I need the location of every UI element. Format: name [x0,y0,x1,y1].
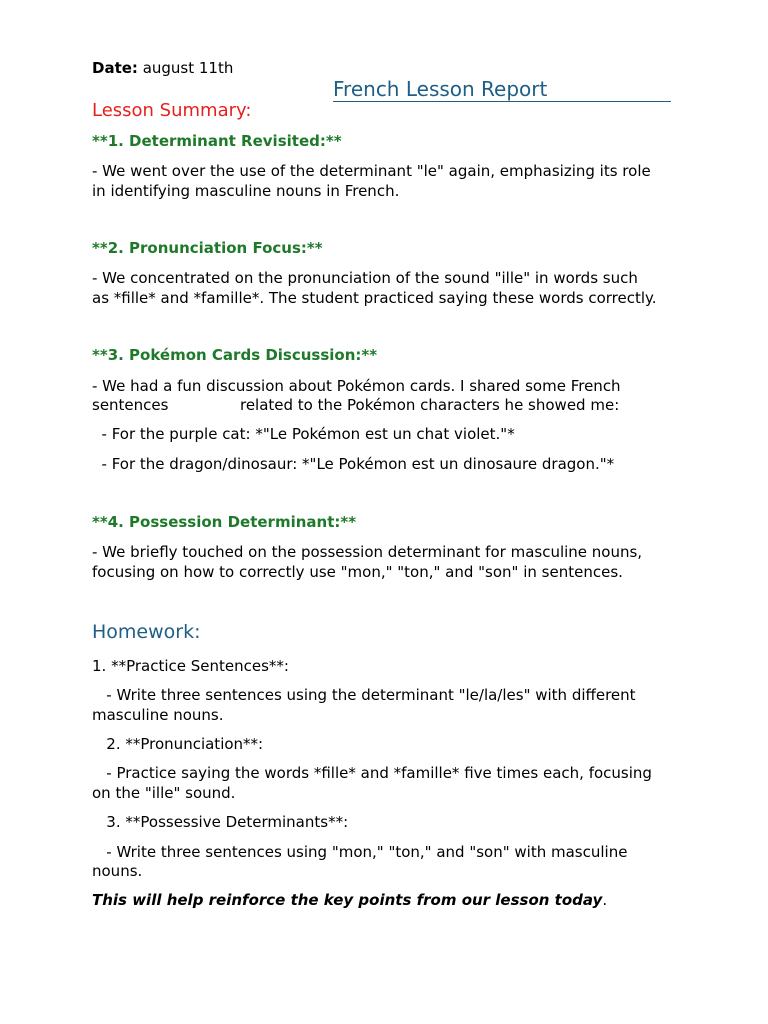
section-1-line-2: in identifying masculine nouns in French. [92,182,400,200]
report-title: French Lesson Report [333,77,671,102]
section-3-line-1: - We had a fun discussion about Pokémon cards. I shared some French [92,377,621,395]
section-3-example-2: - For the dragon/dinosaur: *"Le Pokémon est un dinosaure dragon."* [92,455,615,473]
homework-item-2-line-2: on the "ille" sound. [92,784,236,802]
homework-item-1-line-1: - Write three sentences using the determinant "le/la/les" with different [92,686,636,704]
homework-item-1-title: 1. **Practice Sentences**: [92,657,289,675]
homework-item-2-line-1: - Practice saying the words *fille* and *famille* five times each, focusing [92,764,652,782]
date-value: august 11th [137,59,234,77]
section-2-line-1: - We concentrated on the pronunciation of the sound "ille" in words such [92,269,638,287]
section-1-title: **1. Determinant Revisited:** [92,132,342,150]
homework-item-1-line-2: masculine nouns. [92,706,224,724]
section-3-title: **3. Pokémon Cards Discussion:** [92,346,378,364]
date-label: Date: [92,59,138,77]
homework-heading: Homework: [92,621,201,643]
closing-punctuation: . [602,891,608,909]
section-4-line-1: - We briefly touched on the possession determinant for masculine nouns, [92,543,643,561]
homework-item-3-line-2: nouns. [92,862,143,880]
homework-item-2-title: 2. **Pronunciation**: [92,735,264,753]
closing-text: This will help reinforce the key points from our lesson today [92,891,603,909]
closing-note [92,891,607,909]
section-4-title: **4. Possession Determinant:** [92,513,357,531]
lesson-summary-heading: Lesson Summary: [92,100,252,121]
homework-item-3-title: 3. **Possessive Determinants**: [92,813,349,831]
homework-item-3-line-1: - Write three sentences using "mon," "ton," and "son" with masculine [92,843,628,861]
section-3-example-1: - For the purple cat: *"Le Pokémon est un chat violet."* [92,425,515,443]
section-3-line-2: sentences related to the Pokémon characters he showed me: [92,396,620,414]
section-4-line-2: focusing on how to correctly use "mon," "ton," and "son" in sentences. [92,563,623,581]
section-1-line-1: - We went over the use of the determinant "le" again, emphasizing its role [92,162,651,180]
date-line [92,59,233,77]
section-2-line-2: as *fille* and *famille*. The student practiced saying these words correctly. [92,289,657,307]
section-2-title: **2. Pronunciation Focus:** [92,239,323,257]
